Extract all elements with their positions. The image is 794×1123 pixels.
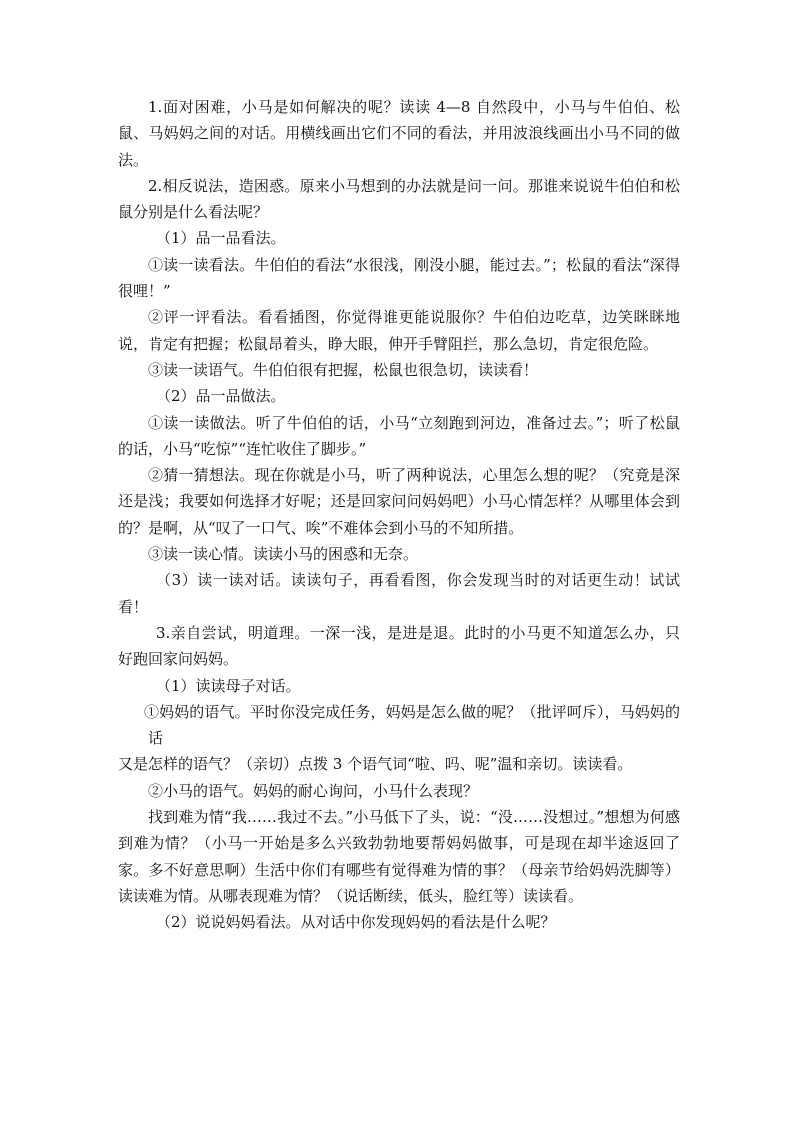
paragraph-16: ②小马的语气。妈妈的耐心询问，小马什么表现？ bbox=[148, 781, 479, 800]
paragraph-12: 3.亲自尝试，明道理。一深一浅，是进是退。此时的小马更不知道怎么办，只好跑回家问妈妈。 bbox=[118, 623, 680, 669]
paragraph-18: （2）说说妈妈看法。从对话中你发现妈妈的看法是什么呢？ bbox=[156, 913, 556, 932]
paragraph-4: ①读一读看法。牛伯伯的看法“水很浅，刚没小腿，能过去。”；松鼠的看法“深得很哩！” bbox=[118, 255, 680, 301]
paragraph-5: ②评一评看法。看看插图，你觉得谁更能说服你？牛伯伯边吃草，边笑眯眯地说，肯定有把握；松鼠昂着头，睁大眼，伸开手臂阻拦，那么急切，肯定很危险。 bbox=[118, 308, 680, 353]
paragraph-3: （1）品一品看法。 bbox=[156, 229, 286, 248]
paragraph-6: ③读一读语气。牛伯伯很有把握，松鼠也很急切，读读看！ bbox=[148, 360, 539, 379]
paragraph-9: ②猜一猜想法。现在你就是小马，听了两种说法，心里怎么想的呢？（究竟是深还是浅；我要如何选择才好呢；还是回家问问妈妈吧）小马心情怎样？从哪里体会到的？是啊，从“叹了一口气、唉”不难体会到小马的不知所措。 bbox=[118, 466, 680, 537]
document-page bbox=[118, 94, 680, 936]
paragraph-8: ①读一读做法。听了牛伯伯的话，小马“立刻跑到河边，准备过去。”；听了松鼠的话，小马“吃惊”“连忙收住了脚步。” bbox=[118, 413, 680, 458]
paragraph-15: 又是怎样的语气？（亲切）点拨 3 个语气词“啦、吗、呢”温和亲切。读读看。 bbox=[118, 755, 633, 774]
paragraph-14: ①妈妈的语气。平时你没完成任务，妈妈是怎么做的呢？（批评呵斥），马妈妈的话 bbox=[144, 702, 680, 748]
paragraph-17: 找到难为情“我……我过不去。”小马低下了头，说：“没……没想过。”想想为何感到难为情？（小马一开始是多么兴致勃勃地要帮妈妈做事，可是现在却半途返回了家。多不好意思啊）生活中你们有哪些有觉得难为情的事？（母亲节给妈妈洗脚等）读读难为情。从哪表现难为情？（说话断续，低头，脸红等）读读看。 bbox=[118, 808, 680, 905]
paragraph-1: 1.面对困难，小马是如何解决的呢？读读 4—8 自然段中，小马与牛伯伯、松鼠、马妈妈之间的对话。用横线画出它们不同的看法，并用波浪线画出小马不同的做法。 bbox=[118, 98, 680, 169]
paragraph-13: （1）读读母子对话。 bbox=[156, 676, 301, 695]
paragraph-2: 2.相反说法，造困惑。原来小马想到的办法就是问一问。那谁来说说牛伯伯和松鼠分别是什么看法呢？ bbox=[118, 176, 680, 222]
paragraph-7: （2）品一品做法。 bbox=[156, 387, 286, 406]
paragraph-10: ③读一读心情。读读小马的困惑和无奈。 bbox=[148, 545, 419, 564]
paragraph-11: （3）读一读对话。读读句子，再看看图，你会发现当时的对话更生动！试试看！ bbox=[118, 571, 680, 616]
